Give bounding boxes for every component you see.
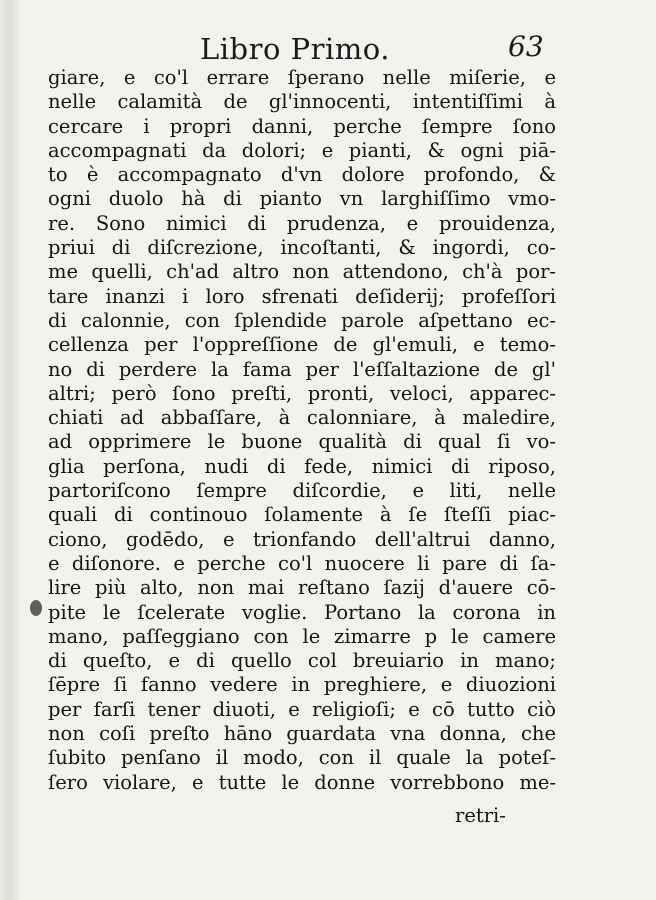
text-line: di queſto, e di quello col breuiario in mano; <box>48 649 556 673</box>
text-line: tare inanzi i loro sfrenati deſiderij; profeſſori <box>48 284 556 308</box>
page-edge-shadow <box>0 0 20 900</box>
text-line: ſēpre ſi fanno vedere in preghiere, e diuozioni <box>48 673 556 697</box>
text-line: me quelli, ch'ad altro non attendono, ch'à por- <box>48 260 556 284</box>
text-line: cellenza per l'oppreſſione de gl'emuli, e temo- <box>48 333 556 357</box>
text-line: cercare i propri danni, perche ſempre ſono <box>48 114 556 138</box>
text-line: altri; però ſono preſti, pronti, veloci, apparec- <box>48 381 556 405</box>
text-line: ogni duolo hà di pianto vn larghiſſimo vmo- <box>48 187 556 211</box>
body-text <box>48 66 556 795</box>
page-header <box>0 30 656 70</box>
text-line: di calonnie, con ſplendide parole aſpettano ec- <box>48 308 556 332</box>
text-line: accompagnati da dolori; e pianti, & ogni piā- <box>48 138 556 162</box>
text-line: ſero violare, e tutte le donne vorrebbono me- <box>48 770 556 794</box>
text-line: nelle calamità de gl'innocenti, intentiſſimi à <box>48 90 556 114</box>
text-line: re. Sono nimici di prudenza, e prouidenza, <box>48 211 556 235</box>
text-line: chiati ad abbaſſare, à calonniare, à maledire, <box>48 406 556 430</box>
text-line: lire più alto, non mai reſtano ſazij d'auere cō- <box>48 576 556 600</box>
ink-blot <box>30 600 42 616</box>
text-line: giare, e co'l errare ſperano nelle miſerie, e <box>48 66 556 89</box>
text-line: mano, paſſeggiano con le zimarre p le camere <box>48 624 556 648</box>
text-line: ad opprimere le buone qualità di qual ſi vo- <box>48 430 556 454</box>
text-line: quali di continouo ſolamente à ſe ſteſſi piac- <box>48 503 556 527</box>
text-line: per farſi tener diuoti, e religioſi; e cō tutto ciò <box>48 697 556 721</box>
text-line: e diſonore. e perche co'l nuocere li pare di ſa- <box>48 551 556 575</box>
text-line: ciono, godēdo, e trionfando dell'altrui danno, <box>48 527 556 551</box>
catchword: retri- <box>455 804 506 827</box>
text-line: no di perdere la fama per l'eſſaltazione de gl' <box>48 357 556 381</box>
text-line: pite le ſcelerate voglie. Portano la corona in <box>48 600 556 624</box>
text-line: ſubito penſano il modo, con il quale la poteſ- <box>48 746 556 770</box>
text-line: glia perſona, nudi di fede, nimici di riposo, <box>48 454 556 478</box>
text-line: partoriſcono ſempre diſcordie, e liti, nelle <box>48 479 556 503</box>
text-line: non coſi preſto hāno guardata vna donna, che <box>48 722 556 746</box>
text-line: to è accompagnato d'vn dolore profondo, & <box>48 163 556 187</box>
running-title: Libro Primo. <box>200 32 390 66</box>
text-line: priui di diſcrezione, incoſtanti, & ingordi, co- <box>48 236 556 260</box>
page-number: 63 <box>508 30 544 63</box>
